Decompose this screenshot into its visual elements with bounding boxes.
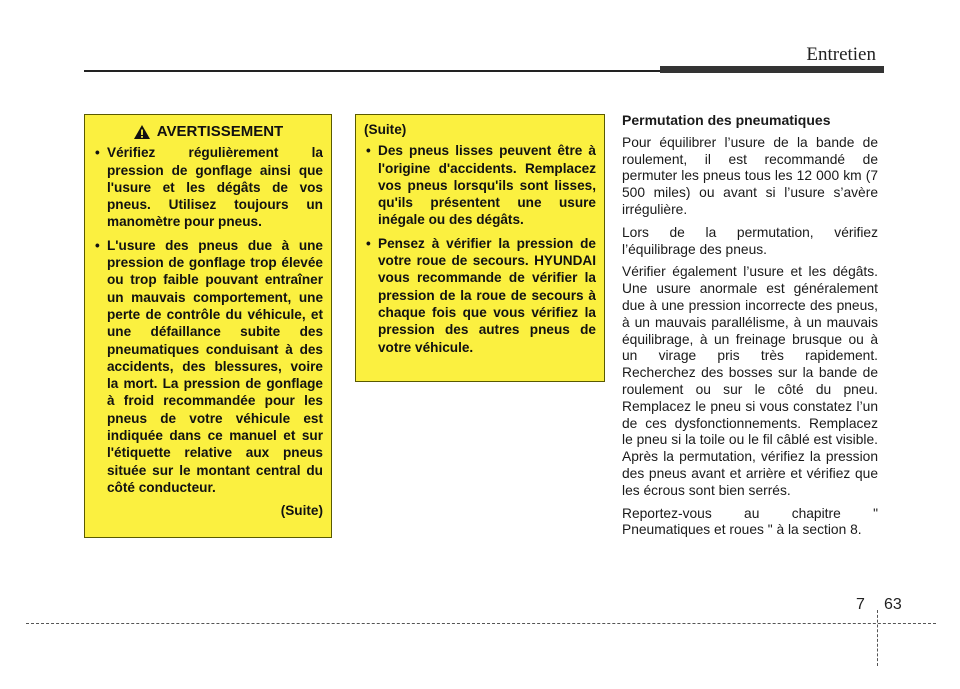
footer-divider — [877, 610, 878, 666]
warning-heading — [93, 123, 323, 140]
section-title: Permutation des pneumatiques — [622, 112, 831, 128]
warning-title: AVERTISSEMENT — [156, 123, 284, 140]
footer-rule — [26, 623, 936, 624]
page-number: 63 — [884, 596, 902, 613]
page-header-title: Entretien — [806, 44, 876, 65]
chapter-number: 7 — [856, 596, 865, 613]
section-tire-rotation — [622, 112, 878, 545]
warning-bullet: • Vérifiez régulièrement la pression de gonflage ainsi que l'usure et les dégâts de vos pneus. Utilisez toujours un manomètre pour pneus. — [93, 144, 323, 230]
continued-heading: (Suite) — [364, 122, 407, 137]
warning-bullet: • L'usure des pneus due à une pression de gonflage trop élevée ou trop faible pouvant entraîner un mauvais comportement, une perte de contrôle du véhicule, et une défaillance subite des pneumatiques conduisant à des accidents, des blessures, voire la mort. La pression de gonflage à froid recommandée pour les pneus de votre véhicule est indiquée dans ce manuel et sur l'étiquette relative aux pneus située sur le montant central du côté conducteur. — [93, 237, 323, 496]
warning-bullet-list — [93, 144, 323, 496]
section-paragraph: Lors de la permutation, vérifiez l’équilibrage des pneus. — [622, 224, 878, 257]
warning-box-1 — [84, 114, 332, 538]
warning-bullet-list — [364, 142, 596, 356]
section-paragraph: Reportez-vous au chapitre " Pneumatiques et roues " à la section 8. — [622, 505, 878, 538]
warning-bullet: • Des pneus lisses peuvent être à l'origine d'accidents. Remplacez vos pneus lorsqu'ils sont lisses, qu'ils présentent une usure inégale ou des dégâts. — [364, 142, 596, 228]
warning-box-2 — [355, 114, 605, 382]
warning-triangle-icon — [133, 124, 151, 140]
header-rule — [84, 70, 684, 72]
warning-bullet: • Pensez à vérifier la pression de votre roue de secours. HYUNDAI vous recommande de vérifier la pression de la roue de secours à chaque fois que vous vérifiez la pression des autres pneus de votre véhicule. — [364, 235, 596, 356]
continued-label: (Suite) — [280, 503, 323, 519]
section-paragraph: Pour équilibrer l’usure de la bande de roulement, il est recommandé de permuter les pneus tous les 12 000 km (7 500 miles) ou avant si l’usure s’avère irrégulière. — [622, 134, 878, 217]
header-rule-accent — [660, 66, 884, 73]
section-paragraph: Vérifier également l’usure et les dégâts. Une usure anormale est généralement due à une pression incorrecte des pneus, à un mauvais parallélisme, à un mauvais équilibrage, à un freinage brusque ou à un virage pris très rapidement. Recherchez des bosses sur la bande de roulement ou sur le côté du pneu. Remplacez le pneu si vous constatez l’un de ces dysfonctionnements. Remplacez le pneu si la toile ou le fil câblé est visible. Après la permutation, vérifiez la pression des pneus avant et arrière et vérifiez que les écrous sont bien serrés. — [622, 264, 878, 498]
